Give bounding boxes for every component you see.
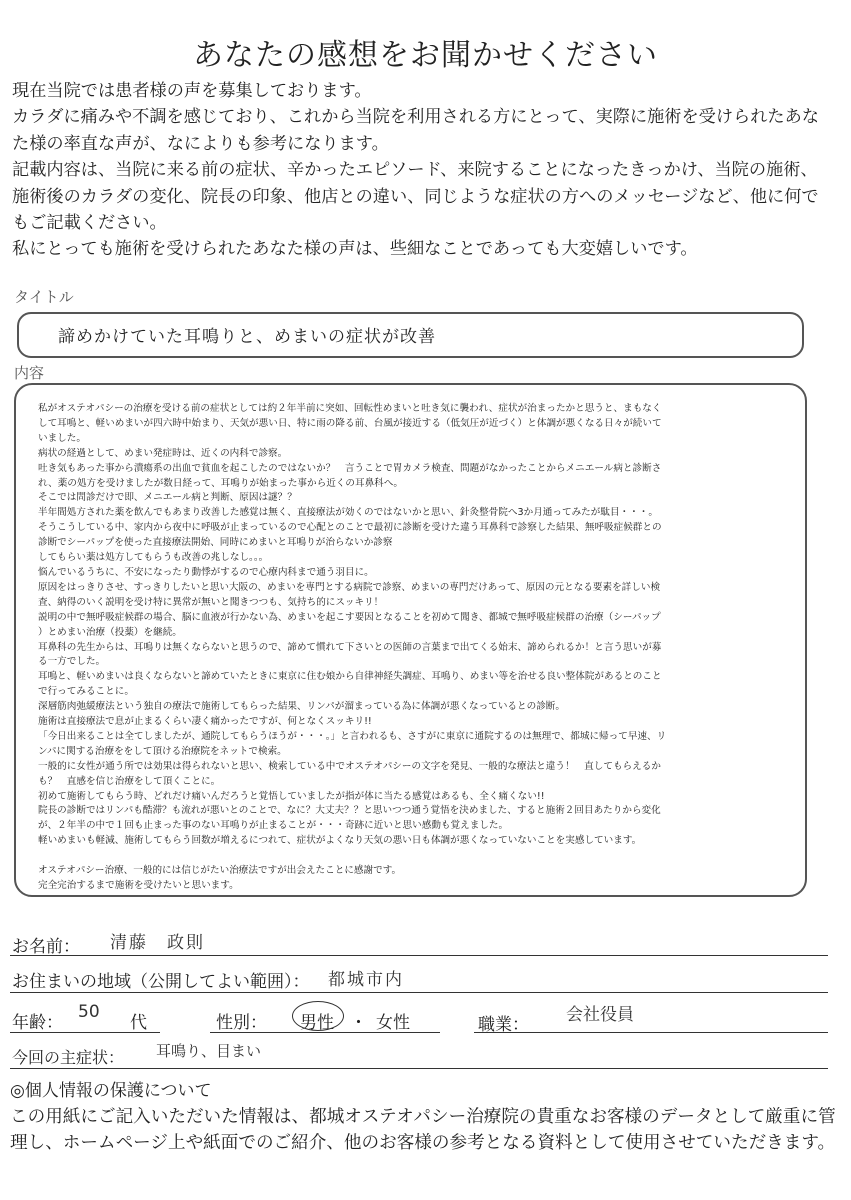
symptom-underline xyxy=(10,1068,828,1069)
gender-selected-circle xyxy=(292,1001,344,1031)
intro-line: カラダに痛みや不調を感じており、これから当院を利用される方にとって、実際に施術を受けられたあな xyxy=(12,107,819,128)
content-line: して耳鳴と、軽いめまいが四六時中始まり、天気が悪い日、特に雨の降る前、台風が接近する（低気圧が近づく）と体調が悪くなる日々が続いて xyxy=(38,417,662,429)
content-line: 施術は直接療法で息が止まるくらい凄く痛かったですが、何となくスッキリ!! xyxy=(38,716,372,728)
content-line: 深層筋肉弛緩療法という独自の療法で施術してもらった結果、リンパが溜まっている為に体調が悪くなっているとの診断。 xyxy=(38,701,565,713)
job-label: 職業： xyxy=(478,1015,529,1035)
name-underline xyxy=(10,955,828,956)
content-line: そうこうしている中、家内から夜中に呼吸が止まっているので心配とのことで最初に診断を受けた違う耳鼻科で診察した結果、無呼吸症候群との xyxy=(38,522,662,534)
intro-line: もご記載ください。 xyxy=(12,213,167,234)
gender-underline xyxy=(210,1032,440,1033)
title-value: 諦めかけていた耳鳴りと、めまいの症状が改善 xyxy=(58,327,436,347)
content-line: 完全完治するまで施術を受けたいと思います。 xyxy=(38,879,239,891)
content-line: 説明の中で無呼吸症候群の場合、脳に血液が行かない為、めまいを起こす要因となることを初めて聞き、都城で無呼吸症候群の治療（シーパップ xyxy=(38,611,661,623)
gender-label: 性別： xyxy=(216,1013,267,1033)
content-line: 「今日出来ることは全てしましたが、通院してもらうほうが・・・。」と言われるも、さすがに東京に通院するのは無理で、都城に帰って早速、リ xyxy=(38,730,667,742)
content-line: してもらい薬は処方してもらうも改善の兆しなし。。。 xyxy=(38,552,269,564)
content-line: ンパに関する治療ををして頂ける治療院をネットで検索。 xyxy=(38,745,287,757)
intro-line: 施術後のカラダの変化、院長の印象、他店との違い、同じような症状の方へのメッセージなど、他に何で xyxy=(12,186,819,207)
content-label: 内容 xyxy=(14,364,45,382)
intro-line: 私にとっても施術を受けられたあなた様の声は、些細なことであっても大変嬉しいです。 xyxy=(12,239,698,260)
age-unit: 代 xyxy=(130,1013,147,1033)
content-line: 病状の経過として、めまい発症時は、近くの内科で診察。 xyxy=(38,447,288,459)
job-underline xyxy=(474,1032,828,1033)
symptom-label: 今回の主症状： xyxy=(12,1048,125,1067)
content-line: 査、納得のいく説明を受け特に異常が無いと聞きつつも、気持ち的にスッキリ！ xyxy=(38,596,384,608)
symptom-value: 耳鳴り、目まい xyxy=(156,1042,262,1060)
content-line: 悩んでいるうちに、不安になったり動悸がするので心療内科まで通う羽目に。 xyxy=(38,566,374,578)
content-line: ）とめまい治療（投薬）を継続。 xyxy=(38,626,182,638)
page-title: あなたの感想をお聞かせください xyxy=(193,38,658,73)
content-line: る一方でした。 xyxy=(38,656,106,668)
name-label: お名前： xyxy=(12,937,80,957)
gender-option-male: 男性 xyxy=(300,1013,334,1033)
age-underline xyxy=(10,1032,160,1033)
content-line: 一般的に女性が通う所では効果は得られないと思い、検索している中でオステオパシーの文字を発見、一般的な療法と違う！ 直してもらえるか xyxy=(38,760,661,772)
content-line: 耳鼻科の先生からは、耳鳴りは無くならないと思うので、諦めて慣れて下さいとの医師の言葉まで出てくる始末、諦められるか！と言う思いが募 xyxy=(38,641,662,653)
privacy-notice xyxy=(10,1078,840,1156)
content-line: で行ってみることに。 xyxy=(38,686,134,698)
content-line: 診断でシーパップを使った直接療法開始、同時にめまいと耳鳴りが治らないか診察 xyxy=(38,537,393,549)
content-line: 吐き気もあった事から潰瘍系の出血で貧血を起こしたのではないか？ 言うことで胃カメラ検査、問題がなかったことからメニエール病と診断さ xyxy=(38,462,662,474)
privacy-line: 理し、ホームページ上や紙面でのご紹介、他のお客様の参考となる資料として使用させていただきます。 xyxy=(10,1133,836,1153)
intro-text xyxy=(12,78,840,263)
content-line: オステオパシー治療、一般的には信じがたい治療法ですが出会えたことに感謝です。 xyxy=(38,865,402,877)
privacy-line: この用紙にご記入いただいた情報は、都城オステオパシー治療院の貴重なお客様のデータとして厳重に管 xyxy=(10,1107,836,1127)
content-line: 軽いめまいも軽減、施術してもらう回数が増えるにつれて、症状がよくなり天気の悪い日も体調が悪くなっていないことを実感しています。 xyxy=(38,835,642,847)
content-line: そこでは問診だけで即、メニエール病と判断、原因は謎？？ xyxy=(38,492,297,504)
name-value: 清藤 政則 xyxy=(110,933,205,953)
area-underline xyxy=(10,992,828,993)
content-line xyxy=(38,849,790,864)
gender-option-female: 女性 xyxy=(376,1013,410,1033)
content-line: 耳鳴と、軽いめまいは良くならないと諦めていたときに東京に住む娘から自律神経失調症、耳鳴り、めまい等を治せる良い整体院があるとのこと xyxy=(38,671,662,683)
gender-separator: ・ xyxy=(350,1013,367,1033)
content-line: れ、薬の処方を受けましたが数日経って、耳鳴りが始まった事から近くの耳鼻科へ。 xyxy=(38,477,403,489)
age-label: 年齢： xyxy=(12,1013,63,1033)
content-line: も？ 直感を信じ治療をして頂くことに。 xyxy=(38,775,221,787)
age-value: 50 xyxy=(78,1002,100,1022)
area-label: お住まいの地域（公開してよい範囲）： xyxy=(12,972,310,992)
content-line: 半年間処方された薬を飲んでもあまり改善した感覚は無く、直接療法が効くのではないかと思い、針灸整骨院へ3か月通ってみたが駄目・・・。 xyxy=(38,507,658,519)
privacy-heading: ◎個人情報の保護について xyxy=(10,1081,212,1101)
content-line: いました。 xyxy=(38,432,86,444)
content-text xyxy=(38,402,790,894)
intro-line: 現在当院では患者様の声を募集しております。 xyxy=(12,81,372,101)
content-line: が、２年半の中で１回も止まった事のない耳鳴りが止まることが・・・奇跡に近いと思い感動も覚えました。 xyxy=(38,820,509,832)
content-line: 原因をはっきりさせ、すっきりしたいと思い大阪の、めまいを専門とする病院で診察、めまいの専門だけあって、原因の元となる要素を詳しい検 xyxy=(38,581,661,593)
intro-line: 記載内容は、当院に来る前の症状、辛かったエピソード、来院することになったきっかけ、当院の施術、 xyxy=(12,160,818,181)
content-line: 初めて施術してもらう時、どれだけ痛いんだろうと覚悟していましたが指が体に当たる感覚はあるも、全く痛くない!! xyxy=(38,790,545,802)
content-line: 私がオステオパシーの治療を受ける前の症状としては約２年半前に突如、回転性めまいと吐き気に襲われ、症状が治まったかと思うと、まもなく xyxy=(38,403,662,414)
title-label: タイトル xyxy=(14,288,74,306)
area-value: 都城市内 xyxy=(328,970,404,990)
content-line: 院長の診断ではリンパも酷滞？も流れが悪いとのことで、なに？大丈夫？？と思いつつ通う覚悟を決めました、すると施術２回目あたりから変化 xyxy=(38,805,661,817)
intro-line: た様の率直な声が、なによりも参考になります。 xyxy=(12,133,389,154)
job-value: 会社役員 xyxy=(566,1005,634,1025)
